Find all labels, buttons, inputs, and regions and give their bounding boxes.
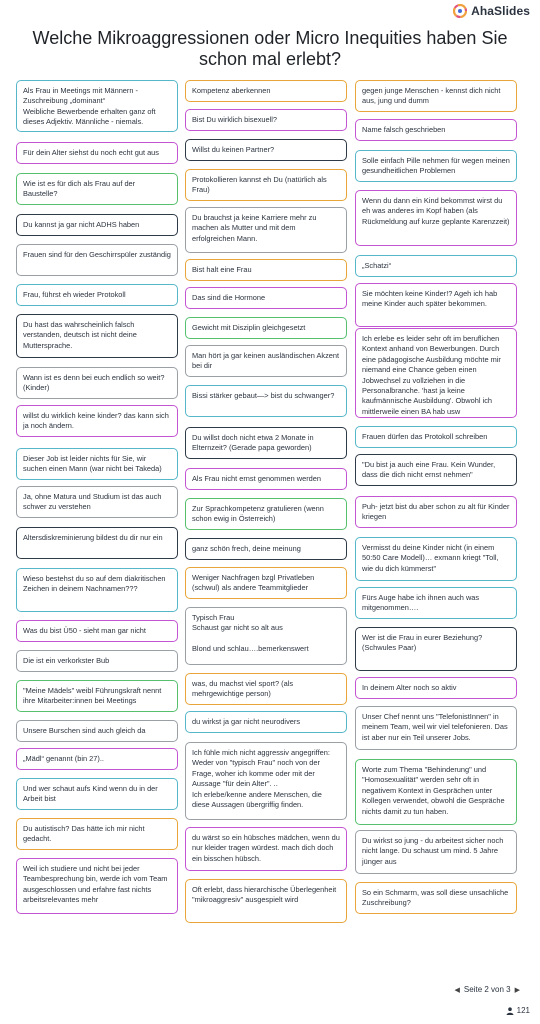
answer-card: Frauen dürfen das Protokoll schreiben <box>355 426 517 448</box>
answer-card: Man hört ja gar keinen ausländischen Akzent bei dir <box>185 345 347 377</box>
answer-card: Frauen sind für den Geschirrspüler zuständig <box>16 244 178 276</box>
answer-card: gegen junge Menschen - kennst dich nicht aus, jung und dumm <box>355 80 517 112</box>
answer-card: Als Frau nicht ernst genommen werden <box>185 468 347 490</box>
page-indicator: Seite 2 von 3 <box>463 985 511 994</box>
person-icon <box>506 1007 514 1015</box>
pagination <box>455 985 520 994</box>
answer-card: willst du wirklich keine kinder? das kann sich ja noch ändern. <box>16 405 178 437</box>
caret-left-icon[interactable]: ◀ <box>454 986 460 994</box>
answer-card: Ich fühle mich nicht aggressiv angegriffen: Weder von "typisch Frau" noch von der Frage, woher ich komme oder mit der Aussage "für dein Alter". .. Ich erlebe/kenne andere Menschen, die diese Aussagen übergriffig finden. <box>185 742 347 820</box>
answer-card: Bissi stärker gebaut—> bist du schwanger? <box>185 385 347 417</box>
answer-card: Protokollieren kannst eh Du (natürlich als Frau) <box>185 169 347 201</box>
answer-card: Oft erlebt, dass hierarchische Überlegenheit "mikroaggresiv" ausgespielt wird <box>185 879 347 923</box>
answer-card: Vermisst du deine Kinder nicht (in einem 50:50 Care Modell)… exmann kriegt "Toll, wie du dich kümmerst" <box>355 537 517 581</box>
answer-card: "Du bist ja auch eine Frau. Kein Wunder, dass die dich nicht ernst nehmen" <box>355 454 517 486</box>
answer-card: Sie möchten keine Kinder!? Ageh ich hab meine Kinder auch später bekommen. <box>355 283 517 327</box>
answer-card: Die ist ein verkorkster Bub <box>16 650 178 672</box>
answer-card: Wer ist die Frau in eurer Beziehung? (Schwules Paar) <box>355 627 517 671</box>
answer-card: In deinem Alter noch so aktiv <box>355 677 517 699</box>
answer-card: Wieso bestehst du so auf dem diakritischen Zeichen in deinem Nachnamen??? <box>16 568 178 612</box>
answer-card: Und wer schaut aufs Kind wenn du in der Arbeit bist <box>16 778 178 810</box>
answer-card: Solle einfach Pille nehmen für wegen meinen gesundheitlichen Problemen <box>355 150 517 182</box>
answer-card: Als Frau in Meetings mit Männern - Zuschreibung „dominant“ Weibliche Bewerbende erhalten ganz oft dieses Adjektiv. Männliche - niemals. <box>16 80 178 132</box>
answer-card: Du kannst ja gar nicht ADHS haben <box>16 214 178 236</box>
answer-card: „Mädl“ genannt (bin 27).. <box>16 748 178 770</box>
answer-card: Bist halt eine Frau <box>185 259 347 281</box>
answer-card: Bist Du wirklich bisexuell? <box>185 109 347 131</box>
participant-count-value: 121 <box>516 1006 530 1015</box>
answer-card: Unser Chef nennt uns "TelefonistInnen" in meinem Team, weil wir viel telefonieren. Das ist aber nur ein Teil unserer Jobs. <box>355 706 517 750</box>
answer-card: Wann ist es denn bei euch endlich so weit? (Kinder) <box>16 367 178 399</box>
answer-card: Du autistisch? Das hätte ich mir nicht gedacht. <box>16 818 178 850</box>
answer-card: Was du bist Ü50 - sieht man gar nicht <box>16 620 178 642</box>
answer-card: Willst du keinen Partner? <box>185 139 347 161</box>
answer-card: Zur Sprachkompetenz gratulieren (wenn schon ewig in Österreich) <box>185 498 347 530</box>
question-title: Welche Mikroaggressionen oder Micro Inequities haben Sie schon mal erlebt? <box>32 28 508 69</box>
answer-card: Frau, führst eh wieder Protokoll <box>16 284 178 306</box>
answer-card: du wärst so ein hübsches mädchen, wenn du nur kleider tragen würdest. mach dich doch ein bisschen hübsch. <box>185 827 347 871</box>
ahaslides-logo-icon <box>453 4 467 18</box>
answer-card: Fürs Auge habe ich ihnen auch was mitgenommen…. <box>355 587 517 619</box>
answer-card: Typisch Frau Schaust gar nicht so alt aus Blond und schlau….bemerkenswert <box>185 607 347 665</box>
answer-card: Unsere Burschen sind auch gleich da <box>16 720 178 742</box>
answer-card: Worte zum Thema "Behinderung" und "Homosexualität" werden sehr oft in negativem Kontext in Gesprächen unter Kollegen verwendet, obwohl die Gespräche nichts damit zu tun haben. <box>355 759 517 825</box>
answer-card: du wirkst ja gar nicht neurodivers <box>185 711 347 733</box>
answer-card: Du willst doch nicht etwa 2 Monate in Elternzeit? (Gerade papa geworden) <box>185 427 347 459</box>
participant-count <box>506 1006 530 1015</box>
answer-card: Weil ich studiere und nicht bei jeder Teambesprechung bin, werde ich vom Team ausgeschlossen und erfahre fast nichts arbeitsrelevantes mehr <box>16 858 178 914</box>
answer-card: Ich erlebe es leider sehr oft im beruflichen Kontext anhand von Bewerbungen. Durch eine pädagogische Ausbildung möchte mir niemand eine Chance geben einen Jobwechsel zu vollziehen in die Personalbranche. 'hast ja keine kaufmännische Ausbildung'. Obwohl ich mittlerweile einen BA hab usw <box>355 328 517 418</box>
answer-card: So ein Schmarrn, was soll diese unsachliche Zuschreibung? <box>355 882 517 914</box>
answer-card: ganz schön frech, deine meinung <box>185 538 347 560</box>
brand-logo <box>453 4 530 18</box>
answer-card: Wenn du dann ein Kind bekommst wirst du eh was anderes im Kopf haben (als Rückmeldung auf kurze geplante Karenzzeit) <box>355 190 517 246</box>
answer-card: Name falsch geschrieben <box>355 119 517 141</box>
answer-card: „Schatzi“ <box>355 255 517 277</box>
answer-card: Du hast das wahrscheinlich falsch verstanden, deutsch ist nicht deine Muttersprache. <box>16 314 178 358</box>
answer-card: Wie ist es für dich als Frau auf der Baustelle? <box>16 173 178 205</box>
answer-card: "Meine Mädels" weibl Führungskraft nennt ihre Mitarbeiter:innen bei Meetings <box>16 680 178 712</box>
answer-card: Du wirkst so jung - du arbeitest sicher noch nicht lange. Du schaust um mind. 5 Jahre jünger aus <box>355 830 517 874</box>
answer-card: Puh- jetzt bist du aber schon zu alt für Kinder kriegen <box>355 496 517 528</box>
answer-card: Du brauchst ja keine Karriere mehr zu machen als Mutter und mit dem erfolgreichen Mann. <box>185 207 347 253</box>
answer-card: Gewicht mit Disziplin gleichgesetzt <box>185 317 347 339</box>
answer-card: Für dein Alter siehst du noch echt gut aus <box>16 142 178 164</box>
answer-card: Dieser Job ist leider nichts für Sie, wir suchen einen Mann (war nicht bei Takeda) <box>16 448 178 480</box>
answer-card: Weniger Nachfragen bzgl Privatleben (schwul) als andere Teammitglieder <box>185 567 347 599</box>
answer-card: was, du machst viel sport? (als mehrgewichtige person) <box>185 673 347 705</box>
brand-name: AhaSlides <box>471 4 530 18</box>
answer-card: Kompetenz aberkennen <box>185 80 347 102</box>
answer-card: Das sind die Hormone <box>185 287 347 309</box>
answer-card: Altersdiskreminierung bildest du dir nur ein <box>16 527 178 559</box>
caret-right-icon[interactable]: ▶ <box>514 986 520 994</box>
answer-card: Ja, ohne Matura und Studium ist das auch schwer zu verstehen <box>16 486 178 518</box>
